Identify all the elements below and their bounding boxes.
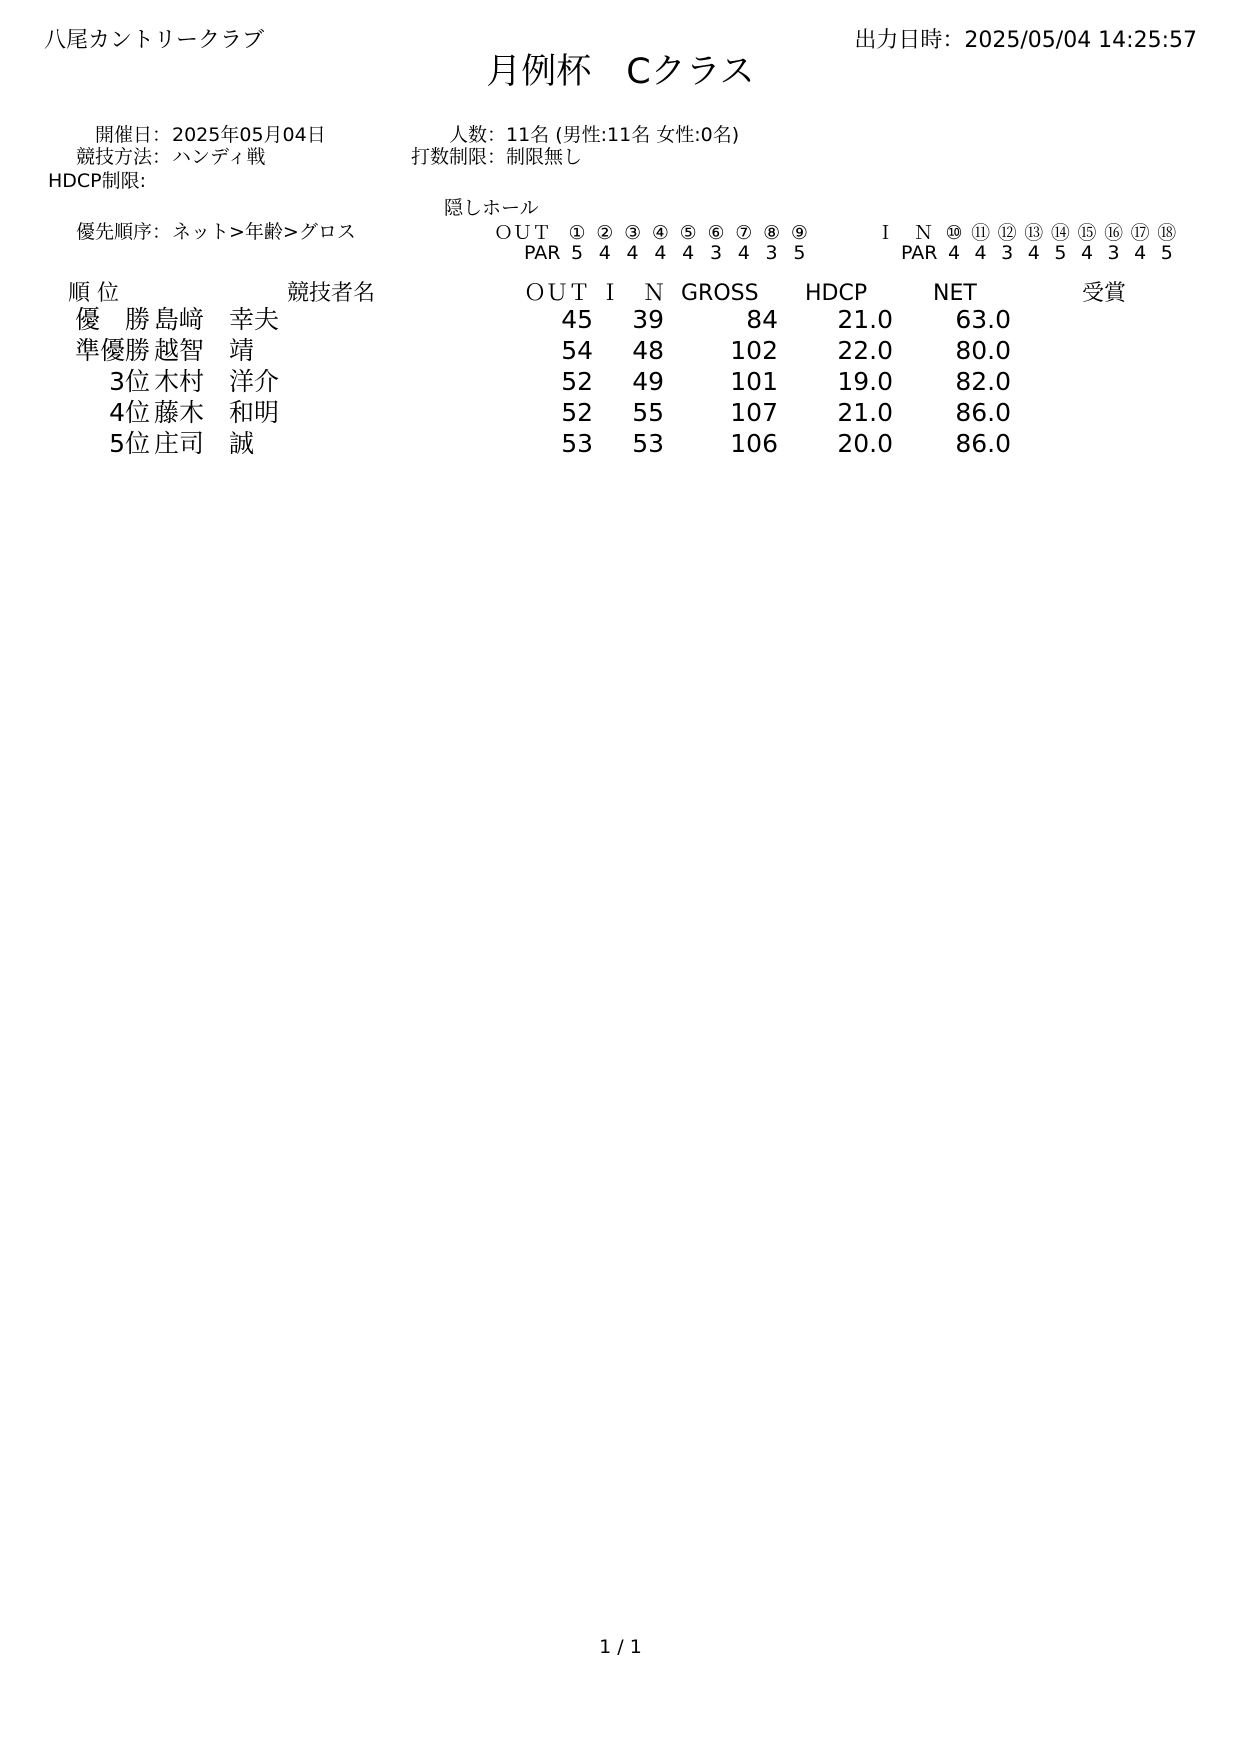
- col-header-rank: 順 位: [68, 281, 119, 306]
- net-cell: 86.0: [955, 398, 1011, 427]
- out-par-value: 4: [682, 242, 695, 264]
- hdcp-cell: 21.0: [837, 398, 893, 427]
- col-header-in: Ｉ Ｎ: [599, 281, 666, 306]
- name-cell: 島﨑 幸夫: [154, 305, 280, 334]
- in-hole-number: ⑱: [1157, 222, 1177, 244]
- date-label: 開催日：: [94, 124, 171, 146]
- out-holes-label: ＯＵＴ: [494, 222, 552, 244]
- in-par-value: 4: [1134, 242, 1147, 264]
- in-par-value: 4: [1080, 242, 1094, 264]
- hidden-holes-label: 隠しホール: [444, 197, 539, 219]
- in-hole-number: ⑩: [945, 222, 963, 244]
- in-holes-label: Ｉ Ｎ: [876, 222, 934, 244]
- in-hole-number: ⑰: [1130, 222, 1150, 244]
- method-value: ハンディ戦: [172, 146, 266, 168]
- in-hole-number: ⑮: [1077, 222, 1097, 244]
- in-cell: 39: [632, 305, 664, 334]
- in-hole-number: ⑬: [1024, 222, 1044, 244]
- out-par-value: 5: [793, 242, 806, 264]
- out-hole-number: ④: [651, 222, 669, 244]
- col-header-name: 競技者名: [287, 281, 376, 306]
- in-hole-number: ⑫: [997, 222, 1017, 244]
- in-par-value: 4: [1027, 242, 1040, 264]
- out-par-value: 3: [709, 242, 723, 264]
- stroke-limit-value: 制限無し: [506, 146, 583, 168]
- col-header-hdcp: HDCP: [805, 281, 868, 306]
- out-hole-number: ⑨: [790, 222, 808, 244]
- out-hole-number: ③: [624, 222, 642, 244]
- in-cell: 53: [632, 429, 664, 458]
- in-par-value: 5: [1160, 242, 1173, 264]
- out-par-value: 4: [598, 242, 611, 264]
- gross-cell: 84: [746, 305, 778, 334]
- hdcp-cell: 20.0: [837, 429, 893, 458]
- rank-cell: 優 勝: [74, 305, 150, 334]
- out-hole-number: ②: [596, 222, 614, 244]
- out-cell: 45: [561, 305, 593, 334]
- out-cell: 52: [561, 398, 593, 427]
- gross-cell: 107: [730, 398, 778, 427]
- net-cell: 82.0: [955, 367, 1011, 396]
- hdcp-cell: 21.0: [837, 305, 893, 334]
- out-hole-number: ⑤: [679, 222, 697, 244]
- out-par-value: 5: [570, 242, 584, 264]
- col-header-gross: GROSS: [681, 281, 759, 306]
- in-hole-number: ⑪: [971, 222, 991, 244]
- name-cell: 庄司 誠: [154, 429, 255, 458]
- hdcp-limit-label: HDCP制限:: [48, 170, 147, 192]
- out-cell: 52: [561, 367, 593, 396]
- printed-at: 出力日時：2025/05/04 14:25:57: [854, 28, 1197, 53]
- in-par-value: 3: [1001, 242, 1014, 264]
- net-cell: 86.0: [955, 429, 1011, 458]
- rank-cell: 準優勝: [74, 336, 150, 365]
- hdcp-cell: 19.0: [837, 367, 893, 396]
- in-par-value: 4: [974, 242, 987, 264]
- net-cell: 63.0: [955, 305, 1011, 334]
- gross-cell: 101: [730, 367, 778, 396]
- out-par-value: 4: [737, 242, 750, 264]
- page-number: 1 / 1: [599, 1636, 642, 1658]
- out-cell: 54: [561, 336, 593, 365]
- out-hole-number: ①: [568, 222, 586, 244]
- out-par-label: PAR: [524, 242, 561, 264]
- count-value: 11名 (男性:11名 女性:0名): [506, 124, 740, 146]
- in-cell: 55: [632, 398, 664, 427]
- stroke-limit-label: 打数制限：: [410, 146, 506, 168]
- date-value: 2025年05月04日: [172, 124, 326, 146]
- count-label: 人数：: [448, 124, 506, 146]
- rank-cell: 5位: [109, 429, 150, 458]
- in-par-label: PAR: [901, 242, 938, 264]
- net-cell: 80.0: [955, 336, 1011, 365]
- col-header-award: 受賞: [1082, 281, 1127, 306]
- out-par-value: 4: [626, 242, 639, 264]
- out-par-value: 4: [654, 242, 667, 264]
- out-hole-number: ⑧: [763, 222, 781, 244]
- rank-cell: 3位: [109, 367, 150, 396]
- rank-cell: 4位: [109, 398, 150, 427]
- out-par-value: 3: [765, 242, 778, 264]
- gross-cell: 106: [730, 429, 778, 458]
- name-cell: 木村 洋介: [154, 367, 280, 396]
- out-hole-number: ⑦: [735, 222, 753, 244]
- page-title: 月例杯 Cクラス: [486, 52, 755, 92]
- out-hole-number: ⑥: [707, 222, 725, 244]
- hdcp-cell: 22.0: [837, 336, 893, 365]
- gross-cell: 102: [730, 336, 778, 365]
- priority-value: ネット>年齢>グロス: [172, 221, 356, 243]
- club-name: 八尾カントリークラブ: [44, 28, 265, 53]
- in-par-value: 5: [1054, 242, 1067, 264]
- col-header-net: NET: [933, 281, 977, 306]
- name-cell: 藤木 和明: [154, 398, 280, 427]
- method-label: 競技方法：: [75, 146, 171, 168]
- in-cell: 49: [632, 367, 664, 396]
- name-cell: 越智 靖: [154, 336, 255, 365]
- out-cell: 53: [561, 429, 593, 458]
- in-hole-number: ⑭: [1050, 222, 1070, 244]
- in-par-value: 4: [947, 242, 961, 264]
- priority-label: 優先順序：: [75, 221, 171, 243]
- col-header-out: ＯＵＴ: [524, 281, 591, 306]
- in-hole-number: ⑯: [1104, 222, 1124, 244]
- in-cell: 48: [632, 336, 664, 365]
- in-par-value: 3: [1107, 242, 1120, 264]
